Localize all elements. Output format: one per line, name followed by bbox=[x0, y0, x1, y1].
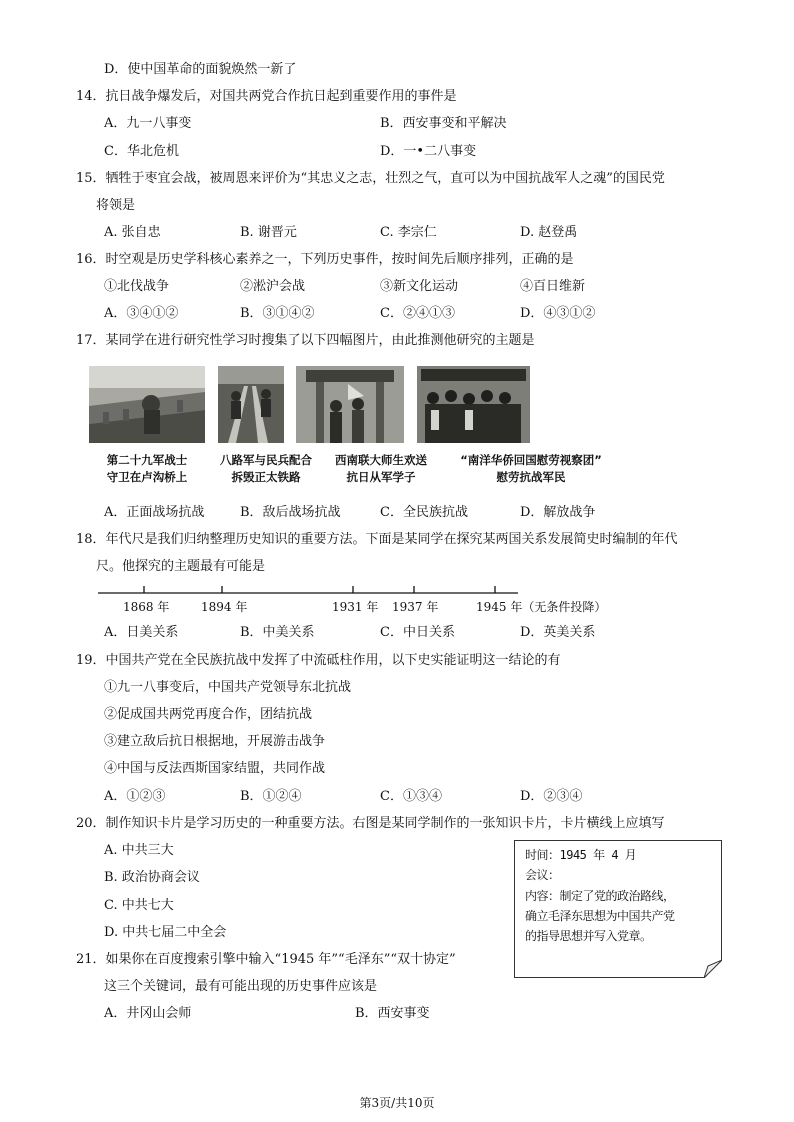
card-content-2: 确立毛泽东思想为中国共产党 bbox=[525, 909, 675, 923]
q19-item-3: ③建立敌后抗日根据地，开展游击战争 bbox=[104, 734, 326, 749]
q17-option-d: D．解放战争 bbox=[520, 505, 596, 520]
q15-option-a: A. 张自忠 bbox=[104, 225, 161, 240]
q19-option-a: A．①②③ bbox=[104, 789, 166, 804]
q18-option-c: C．中日关系 bbox=[380, 625, 455, 640]
q20-option-c: C. 中共七大 bbox=[104, 898, 174, 913]
q20-option-a: A. 中共三大 bbox=[104, 843, 174, 858]
photo-lugou-bridge bbox=[89, 366, 205, 443]
q18-stem-cont: 尺。他探究的主题最有可能是 bbox=[96, 559, 266, 574]
q21-stem: 21．如果你在百度搜索引擎中输入“1945 年”“毛泽东”“双十协定” bbox=[76, 952, 456, 967]
q16-event-1: ①北伐战争 bbox=[104, 279, 170, 294]
card-meeting: 会议： bbox=[525, 868, 560, 882]
q16-option-c: C．②④①③ bbox=[380, 306, 455, 321]
q18-option-d: D．英美关系 bbox=[520, 625, 596, 640]
card-folded-corner-icon bbox=[704, 960, 722, 978]
q16-option-a: A．③④①② bbox=[104, 306, 179, 321]
card-content-3: 的指导思想并写入党章。 bbox=[525, 929, 652, 943]
q15-option-d: D. 赵登禹 bbox=[520, 225, 578, 240]
q18-option-a: A．日美关系 bbox=[104, 625, 179, 640]
card-time: 时间：1945 年 4 月 bbox=[525, 848, 637, 862]
photo-4-caption-line2: 慰劳抗战军民 bbox=[496, 470, 566, 484]
q20-option-b: B. 政治协商会议 bbox=[104, 870, 200, 885]
q16-event-3: ③新文化运动 bbox=[380, 279, 459, 294]
photo-4-caption-line1: “南洋华侨回国慰劳视察团” bbox=[460, 453, 602, 467]
q14-option-c: C．华北危机 bbox=[104, 144, 179, 159]
q17-option-c: C．全民族抗战 bbox=[380, 505, 468, 520]
photo-1-caption-line2: 守卫在卢沟桥上 bbox=[106, 470, 188, 484]
page-footer: 第3页/共10页 bbox=[359, 1096, 435, 1110]
q20-stem: 20．制作知识卡片是学习历史的一种重要方法。右图是某同学制作的一张知识卡片，卡片横线上应填写 bbox=[76, 816, 665, 831]
q19-item-2: ②促成国共两党再度合作，团结抗战 bbox=[104, 707, 313, 722]
card-content-1: 内容：制定了党的政治路线， bbox=[525, 889, 675, 903]
q14-stem: 14．抗日战争爆发后，对国共两党合作抗日起到重要作用的事件是 bbox=[76, 89, 457, 104]
q19-item-1: ①九一八事变后，中国共产党领导东北抗战 bbox=[104, 680, 352, 695]
photo-2-caption-line1: 八路军与民兵配合 bbox=[220, 453, 312, 467]
q16-event-4: ④百日维新 bbox=[520, 279, 586, 294]
q14-option-b: B．西安事变和平解决 bbox=[380, 116, 507, 131]
photo-3-caption-line2: 抗日从军学子 bbox=[346, 470, 416, 484]
timeline-label-1945: 1945 年（无条件投降） bbox=[476, 600, 607, 614]
timeline-label-1894: 1894 年 bbox=[201, 600, 248, 614]
timeline-label-1937: 1937 年 bbox=[392, 600, 439, 614]
q19-stem: 19．中国共产党在全民族抗战中发挥了中流砥柱作用，以下史实能证明这一结论的有 bbox=[76, 653, 561, 668]
q16-stem: 16．时空观是历史学科核心素养之一，下列历史事件，按时间先后顺序排列，正确的是 bbox=[76, 252, 574, 267]
q13-option-d: D．使中国革命的面貌焕然一新了 bbox=[104, 62, 297, 77]
q21-stem-cont: 这三个关键词，最有可能出现的历史事件应该是 bbox=[104, 979, 378, 994]
photo-overseas-chinese-delegation bbox=[417, 366, 530, 443]
q15-option-b: B. 谢晋元 bbox=[240, 225, 297, 240]
q15-stem-cont: 将领是 bbox=[96, 198, 136, 213]
q21-option-a: A．井冈山会师 bbox=[104, 1006, 192, 1021]
timeline-ruler bbox=[98, 584, 518, 598]
q19-item-4: ④中国与反法西斯国家结盟，共同作战 bbox=[104, 761, 326, 776]
photo-2-caption-line2: 拆毁正太铁路 bbox=[231, 470, 301, 484]
photo-zhengtai-railway bbox=[218, 366, 284, 443]
q19-option-d: D．②③④ bbox=[520, 789, 583, 804]
photo-3-caption-line1: 西南联大师生欢送 bbox=[335, 453, 427, 467]
q15-option-c: C. 李宗仁 bbox=[380, 225, 437, 240]
q18-option-b: B．中美关系 bbox=[240, 625, 315, 640]
q14-option-d: D．一•二八事变 bbox=[380, 144, 477, 159]
timeline-label-1931: 1931 年 bbox=[332, 600, 379, 614]
q16-option-d: D．④③①② bbox=[520, 306, 596, 321]
q20-option-d: D. 中共七届二中全会 bbox=[104, 925, 227, 940]
q19-option-c: C．①③④ bbox=[380, 789, 442, 804]
q17-option-a: A．正面战场抗战 bbox=[104, 505, 205, 520]
photo-1-caption-line1: 第二十九军战士 bbox=[106, 453, 188, 467]
q16-event-2: ②淞沪会战 bbox=[240, 279, 306, 294]
q19-option-b: B．①②④ bbox=[240, 789, 302, 804]
q16-option-b: B．③①④② bbox=[240, 306, 315, 321]
q17-stem: 17．某同学在进行研究性学习时搜集了以下四幅图片，由此推测他研究的主题是 bbox=[76, 333, 535, 348]
q18-stem: 18．年代尺是我们归纳整理历史知识的重要方法。下面是某同学在探究某两国关系发展简史时编制的年代 bbox=[76, 532, 678, 547]
q14-option-a: A．九一八事变 bbox=[104, 116, 192, 131]
photo-southwest-associated-university bbox=[296, 366, 404, 443]
q17-option-b: B．敌后战场抗战 bbox=[240, 505, 341, 520]
timeline-label-1868: 1868 年 bbox=[123, 600, 170, 614]
q21-option-b: B．西安事变 bbox=[355, 1006, 430, 1021]
q15-stem: 15．牺牲于枣宜会战，被周恩来评价为“其忠义之志，壮烈之气，直可以为中国抗战军人之魂”的国民党 bbox=[76, 171, 665, 186]
knowledge-card bbox=[514, 840, 722, 978]
